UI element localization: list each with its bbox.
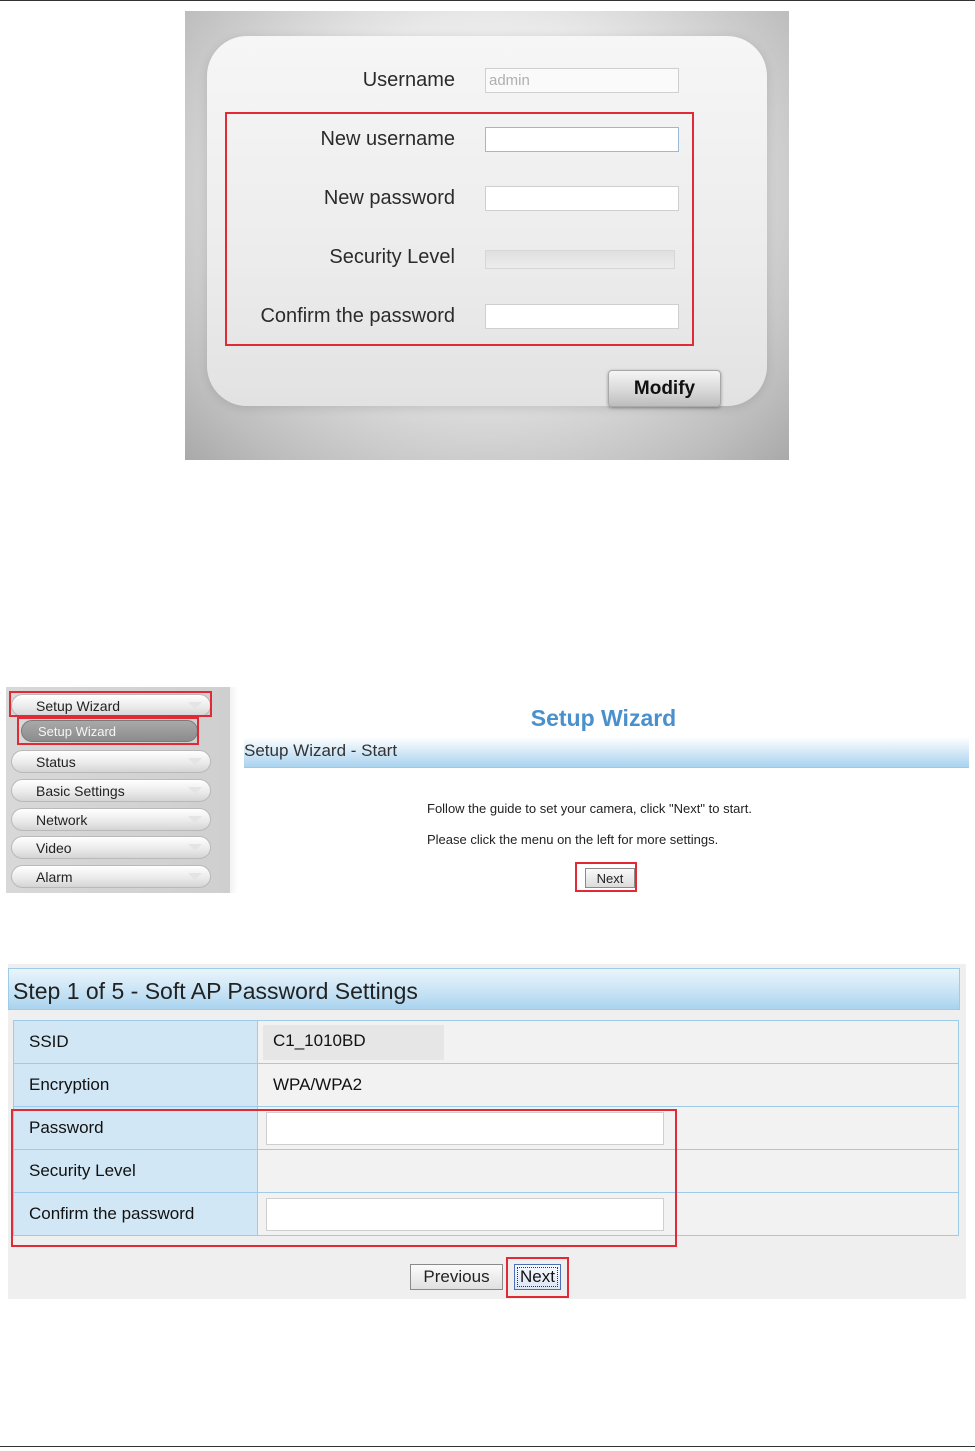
- sidebar-item-label: Network: [36, 812, 88, 828]
- sidebar-subitem-setup-wizard[interactable]: [21, 720, 198, 742]
- confirm-password-field[interactable]: [485, 304, 679, 329]
- table-row: [14, 1107, 959, 1150]
- table-row: [14, 1193, 959, 1236]
- sidebar-item-label: Basic Settings: [36, 783, 125, 799]
- username-label: Username: [362, 69, 455, 91]
- username-field[interactable]: [485, 68, 679, 93]
- new-username-field[interactable]: [485, 127, 679, 152]
- bottom-rule: [0, 1446, 975, 1447]
- sidebar-item-label: Setup Wizard: [36, 698, 121, 714]
- confirm-password-field[interactable]: [266, 1198, 664, 1231]
- sidebar: [6, 687, 230, 893]
- security-level-label: Security Level: [329, 246, 455, 268]
- confirm-password-label: Confirm the password: [14, 1193, 258, 1236]
- chevron-down-icon: [188, 816, 202, 823]
- encryption-value: WPA/WPA2: [273, 1075, 363, 1094]
- top-rule: [0, 0, 975, 1]
- modify-account-panel: [185, 11, 789, 460]
- sidebar-item-network[interactable]: [11, 808, 211, 831]
- security-level-meter: [485, 250, 675, 269]
- next-button[interactable]: Next: [514, 1264, 561, 1290]
- page-title: Setup Wizard: [530, 705, 677, 731]
- confirm-password-cell: [258, 1193, 959, 1236]
- security-level-cell: [258, 1150, 959, 1193]
- section-title: Setup Wizard - Start: [244, 741, 398, 760]
- section-header: [244, 737, 969, 768]
- new-password-field[interactable]: [485, 186, 679, 211]
- sidebar-item-alarm[interactable]: [11, 865, 211, 888]
- chevron-down-icon: [188, 844, 202, 851]
- instruction-text: Follow the guide to set your camera, click "Next" to start.: [427, 801, 752, 816]
- chevron-down-icon: [188, 787, 202, 794]
- chevron-down-icon: [188, 702, 202, 709]
- table-row: [14, 1150, 959, 1193]
- encryption-cell: [258, 1064, 959, 1107]
- ssid-value: C1_1010BD: [263, 1025, 444, 1060]
- password-field[interactable]: [266, 1112, 664, 1145]
- section-header: [8, 968, 960, 1010]
- ssid-cell: [258, 1021, 959, 1064]
- soft-ap-password-panel: [8, 964, 966, 1299]
- ssid-label: SSID: [14, 1021, 258, 1064]
- new-password-label: New password: [323, 187, 455, 209]
- modify-button[interactable]: Modify: [608, 370, 721, 407]
- encryption-label: Encryption: [14, 1064, 258, 1107]
- chevron-down-icon: [188, 873, 202, 880]
- sidebar-item-video[interactable]: [11, 836, 211, 859]
- password-cell: [258, 1107, 959, 1150]
- previous-button[interactable]: Previous: [410, 1264, 503, 1290]
- new-username-label: New username: [320, 128, 455, 150]
- confirm-password-label: Confirm the password: [260, 305, 455, 327]
- sidebar-item-basic-settings[interactable]: [11, 779, 211, 802]
- wizard-content: [238, 687, 969, 893]
- table-row: [14, 1021, 959, 1064]
- sidebar-item-status[interactable]: [11, 750, 211, 773]
- sidebar-item-label: Video: [36, 840, 72, 856]
- password-label: Password: [14, 1107, 258, 1150]
- table-row: [14, 1064, 959, 1107]
- instruction-text: Please click the menu on the left for more settings.: [427, 832, 719, 847]
- setup-wizard-panel: [6, 687, 969, 893]
- security-level-label: Security Level: [14, 1150, 258, 1193]
- chevron-down-icon: [188, 758, 202, 765]
- sidebar-item-label: Status: [36, 754, 76, 770]
- sidebar-subitem-label: Setup Wizard: [38, 724, 117, 739]
- sidebar-item-setup-wizard[interactable]: [11, 694, 211, 717]
- settings-table: [13, 1020, 959, 1236]
- next-button[interactable]: Next: [585, 868, 635, 888]
- sidebar-item-label: Alarm: [36, 869, 73, 885]
- section-title: Step 1 of 5 - Soft AP Password Settings: [13, 978, 418, 1004]
- sidebar-divider: [230, 687, 238, 893]
